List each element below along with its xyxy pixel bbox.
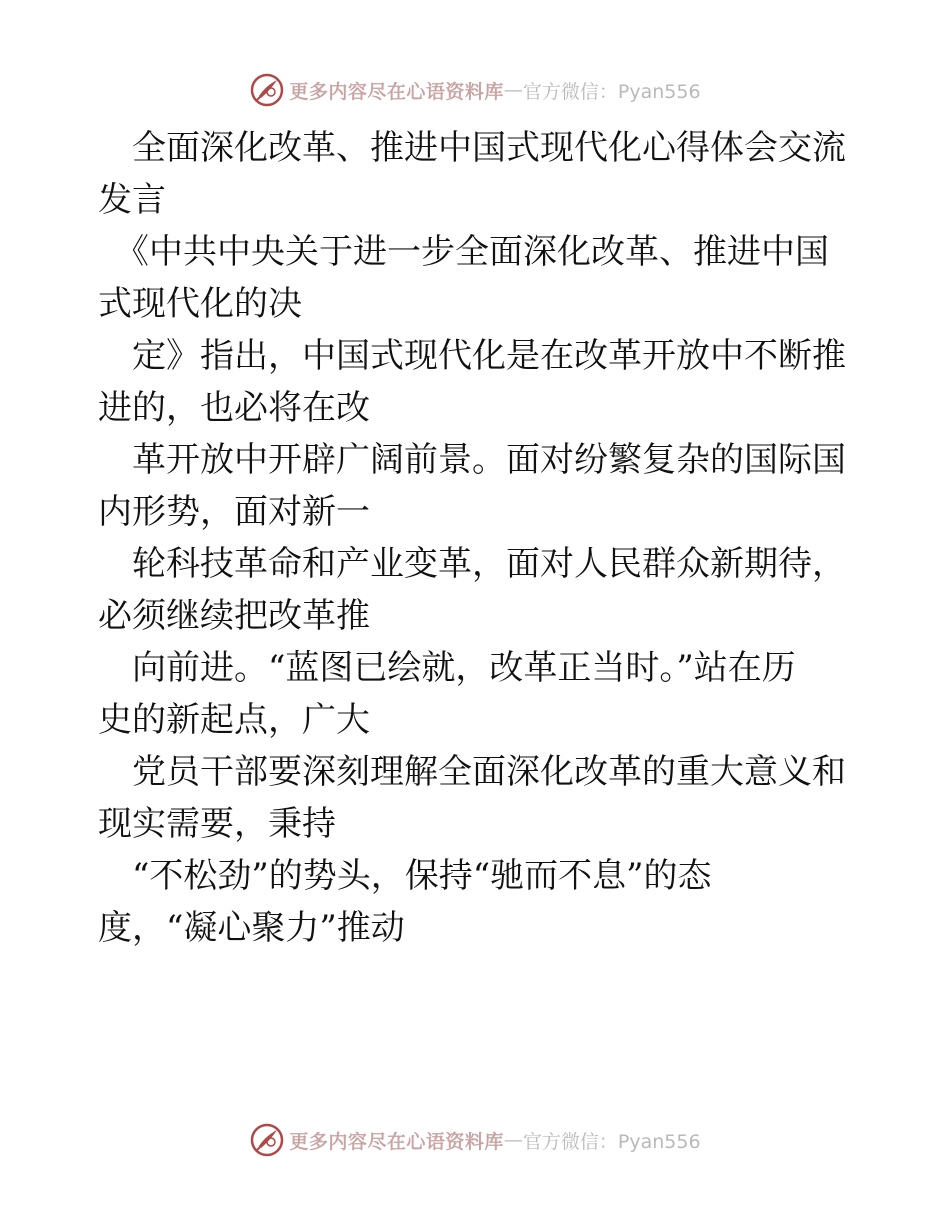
text-line: 式现代化的决 xyxy=(98,284,302,324)
text-line: 全面深化改革、推进中国式现代化心得体会交流 xyxy=(98,128,846,168)
text-line: 进的，也必将在改 xyxy=(98,388,370,428)
text-line: 发言 xyxy=(98,180,166,220)
text-line: 度，“凝心聚力”推动 xyxy=(98,908,405,948)
quill-pen-logo-icon xyxy=(249,72,285,108)
quill-pen-logo-icon xyxy=(249,1122,285,1158)
text-line: 轮科技革命和产业变革，面对人民群众新期待， xyxy=(98,544,846,584)
text-line: 史的新起点，广大 xyxy=(98,700,370,740)
watermark-wechat: 官方微信：Pyan556 xyxy=(522,80,701,103)
text-line: 《中共中央关于进一步全面深化改革、推进中国 xyxy=(98,232,829,272)
watermark-wechat: 官方微信：Pyan556 xyxy=(522,1130,701,1153)
text-line: 定》指出，中国式现代化是在改革开放中不断推 xyxy=(98,336,846,376)
watermark-dash: — xyxy=(503,1129,523,1151)
header-watermark xyxy=(0,70,950,110)
text-line: 革开放中开辟广阔前景。面对纷繁复杂的国际国 xyxy=(98,440,846,480)
text-line: 内形势，面对新一 xyxy=(98,492,370,532)
watermark-brand: 更多内容尽在心语资料库 xyxy=(289,80,504,103)
text-line: 现实需要，秉持 xyxy=(98,804,336,844)
footer-watermark xyxy=(0,1120,950,1160)
text-line: 向前进。“蓝图已绘就，改革正当时。”站在历 xyxy=(98,648,796,688)
document-body xyxy=(98,122,858,954)
text-line: “不松劲”的势头，保持“驰而不息”的态 xyxy=(98,856,712,896)
watermark-brand: 更多内容尽在心语资料库 xyxy=(289,1130,504,1153)
watermark-dash: — xyxy=(503,79,523,101)
text-line: 党员干部要深刻理解全面深化改革的重大意义和 xyxy=(98,752,846,792)
text-line: 必须继续把改革推 xyxy=(98,596,370,636)
